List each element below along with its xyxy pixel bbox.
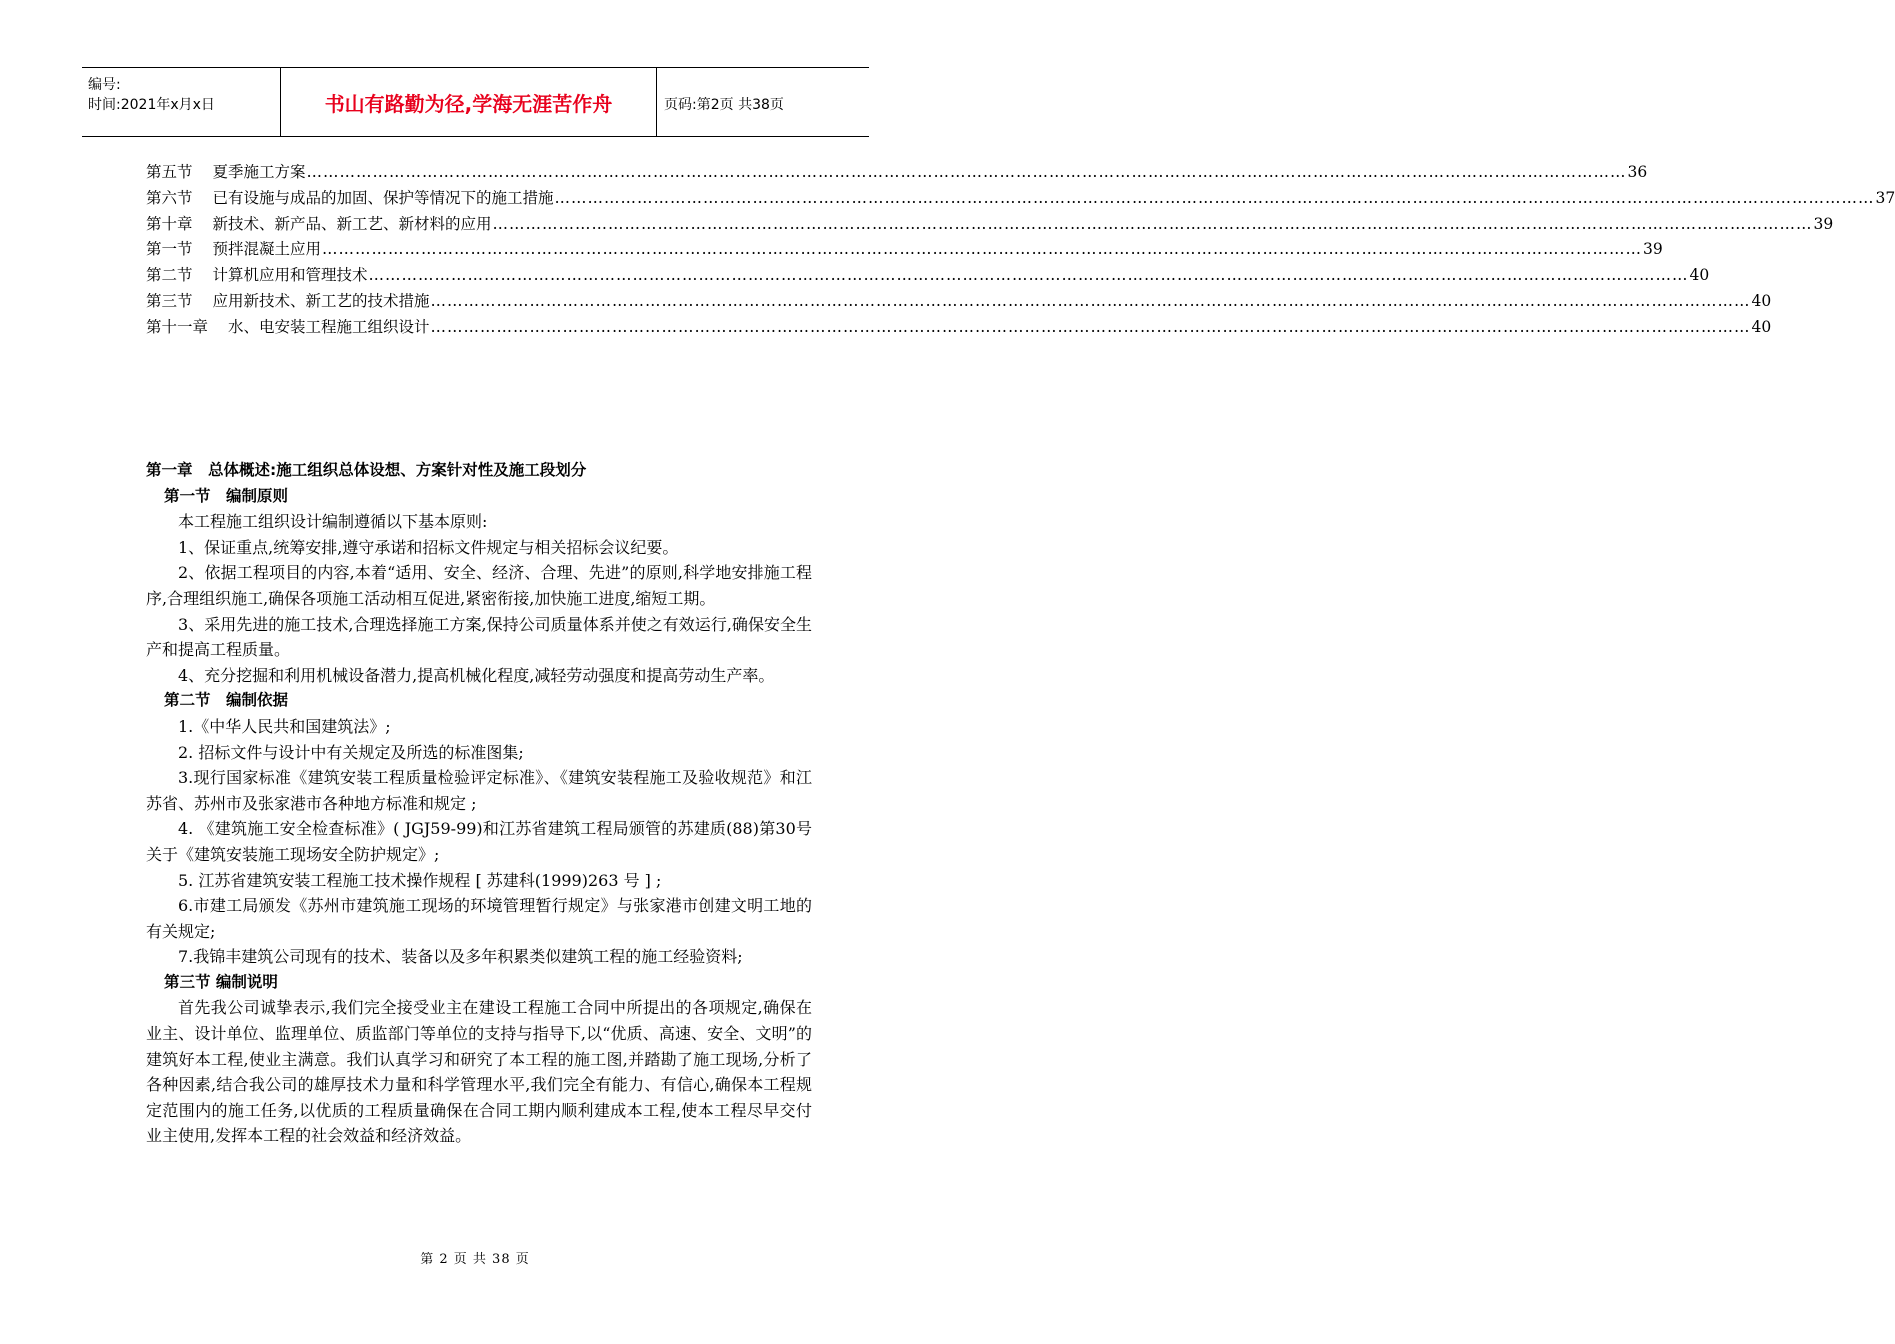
paragraph: 首先我公司诚挚表示,我们完全接受业主在建设工程施工合同中所提出的各项规定,确保在业主、设计单位、监理单位、质监部门等单位的支持与指导下,以“优质、高速、安全、文明”的建筑好本工程,使业主满意。我们认真学习和研究了本工程的施工图,并踏勘了施工现场,分析了各种因素,结合我公司的雄厚技术力量和科学管理水平,我们完全有能力、有信心,确保本工程规定范围内的施工任务,以优质的工程质量确保在合同工期内顺利建成本工程,使本工程尽早交付业主使用,发挥本工程的社会效益和经济效益。 bbox=[146, 998, 812, 1146]
paragraph: 6.市建工局颁发《苏州市建筑施工现场的环境管理暂行规定》与张家港市创建文明工地的有关规定; bbox=[146, 896, 812, 941]
toc-entry-number: 第一节 bbox=[146, 240, 193, 259]
time-label: 时间:2021年x月x日 bbox=[88, 97, 215, 113]
section-heading-1: 第一节 编制原则 bbox=[164, 486, 289, 505]
number-label: 编号: bbox=[88, 77, 121, 93]
chapter-heading: 第一章 总体概述:施工组织总体设想、方案针对性及施工段划分 bbox=[146, 461, 587, 479]
toc-entry-page: 40 bbox=[1751, 317, 1772, 336]
header-motto: 书山有路勤为径,学海无涯苦作舟 bbox=[281, 68, 657, 136]
paragraph: 4、充分挖掘和利用机械设备潜力,提高机械化程度,减轻劳动强度和提高劳动生产率。 bbox=[178, 665, 775, 685]
paragraph: 4. 《建筑施工安全检查标准》( JGJ59-99)和江苏省建筑工程局颁管的苏建质(88)第30号关于《建筑安装施工现场安全防护规定》; bbox=[146, 819, 812, 864]
toc-entry-title: 应用新技术、新工艺的技术措施 bbox=[212, 291, 430, 310]
toc-entry-number: 第三节 bbox=[146, 291, 193, 310]
section-heading-3: 第三节 编制说明 bbox=[164, 972, 278, 991]
toc-entry-title: 已有设施与成品的加固、保护等情况下的施工措施 bbox=[212, 188, 554, 207]
toc-leader-dots: …………………………………………………………………………………………………………………………………………………………………………………………………………………… bbox=[306, 163, 1627, 181]
paragraph: 1、保证重点,统筹安排,遵守承诺和招标文件规定与相关招标会议纪要。 bbox=[178, 537, 679, 557]
toc-entry-page: 37 bbox=[1875, 188, 1895, 207]
toc-entry bbox=[146, 237, 1663, 263]
paragraph: 5. 江苏省建筑安装工程施工技术操作规程 [ 苏建科(1999)263 号 ] ; bbox=[178, 870, 662, 890]
toc-entry-number: 第二节 bbox=[146, 266, 193, 285]
toc-entry-page: 39 bbox=[1643, 240, 1663, 259]
toc-leader-dots: …………………………………………………………………………………………………………………………………………………………………………………………………………………… bbox=[368, 266, 1689, 285]
toc-entry-page: 40 bbox=[1689, 266, 1710, 285]
page-footer: 第 2 页 共 38 页 bbox=[420, 1252, 530, 1267]
toc-entry-number: 第六节 bbox=[146, 188, 193, 207]
toc-entry-page: 36 bbox=[1627, 163, 1648, 181]
section-3-paragraphs bbox=[146, 995, 812, 1149]
toc-leader-dots: …………………………………………………………………………………………………………………………………………………………………………………………………………………… bbox=[554, 188, 1875, 207]
paragraph: 1.《中华人民共和国建筑法》; bbox=[178, 716, 391, 736]
toc-entry-page: 39 bbox=[1813, 214, 1834, 233]
paragraph: 7.我锦丰建筑公司现有的技术、装备以及多年积累类似建筑工程的施工经验资料; bbox=[178, 947, 743, 967]
toc-leader-dots: …………………………………………………………………………………………………………………………………………………………………………………………………………………… bbox=[430, 291, 1751, 310]
toc-entry bbox=[146, 212, 1834, 238]
paragraph: 3、采用先进的施工技术,合理选择施工方案,保持公司质量体系并使之有效运行,确保安全生产和提高工程质量。 bbox=[146, 614, 812, 660]
toc-entry-number: 第十一章 bbox=[146, 317, 209, 336]
section-heading-2: 第二节 编制依据 bbox=[164, 691, 289, 710]
paragraph: 本工程施工组织设计编制遵循以下基本原则: bbox=[178, 512, 488, 532]
toc-leader-dots: …………………………………………………………………………………………………………………………………………………………………………………………………………………… bbox=[430, 317, 1751, 336]
toc-entry-title: 水、电安装工程施工组织设计 bbox=[228, 317, 430, 336]
table-of-contents bbox=[146, 160, 1895, 341]
toc-entry-number: 第十章 bbox=[146, 214, 193, 233]
toc-entry bbox=[146, 315, 1772, 341]
toc-entry-title: 计算机应用和管理技术 bbox=[212, 266, 368, 285]
toc-entry-number: 第五节 bbox=[146, 163, 193, 181]
section-1-paragraphs bbox=[146, 509, 812, 688]
document-body bbox=[146, 458, 812, 1149]
paragraph: 3.现行国家标准《建筑安装工程质量检验评定标准》、《建筑安装程施工及验收规范》和江苏省、苏州市及张家港市各种地方标准和规定 ; bbox=[146, 768, 812, 813]
header-page-info: 页码:第2页 共38页 bbox=[664, 97, 784, 113]
toc-leader-dots: …………………………………………………………………………………………………………………………………………………………………………………………………………………… bbox=[492, 214, 1813, 233]
toc-entry-page: 40 bbox=[1751, 291, 1772, 310]
toc-leader-dots: …………………………………………………………………………………………………………………………………………………………………………………………………………………… bbox=[322, 240, 1643, 259]
toc-entry-title: 预拌混凝土应用 bbox=[212, 240, 322, 259]
toc-entry bbox=[146, 263, 1710, 289]
header-meta bbox=[82, 68, 281, 136]
toc-entry bbox=[146, 186, 1895, 212]
paragraph: 2、依据工程项目的内容,本着“适用、安全、经济、合理、先进”的原则,科学地安排施工程序,合理组织施工,确保各项施工活动相互促进,紧密衔接,加快施工进度,缩短工期。 bbox=[146, 563, 812, 608]
section-2-paragraphs bbox=[146, 714, 812, 970]
paragraph: 2. 招标文件与设计中有关规定及所选的标准图集; bbox=[178, 742, 524, 762]
toc-entry bbox=[146, 160, 1648, 186]
toc-entry-title: 新技术、新产品、新工艺、新材料的应用 bbox=[212, 214, 492, 233]
page-header bbox=[82, 67, 869, 137]
toc-entry bbox=[146, 289, 1772, 315]
toc-entry-title: 夏季施工方案 bbox=[212, 163, 306, 181]
